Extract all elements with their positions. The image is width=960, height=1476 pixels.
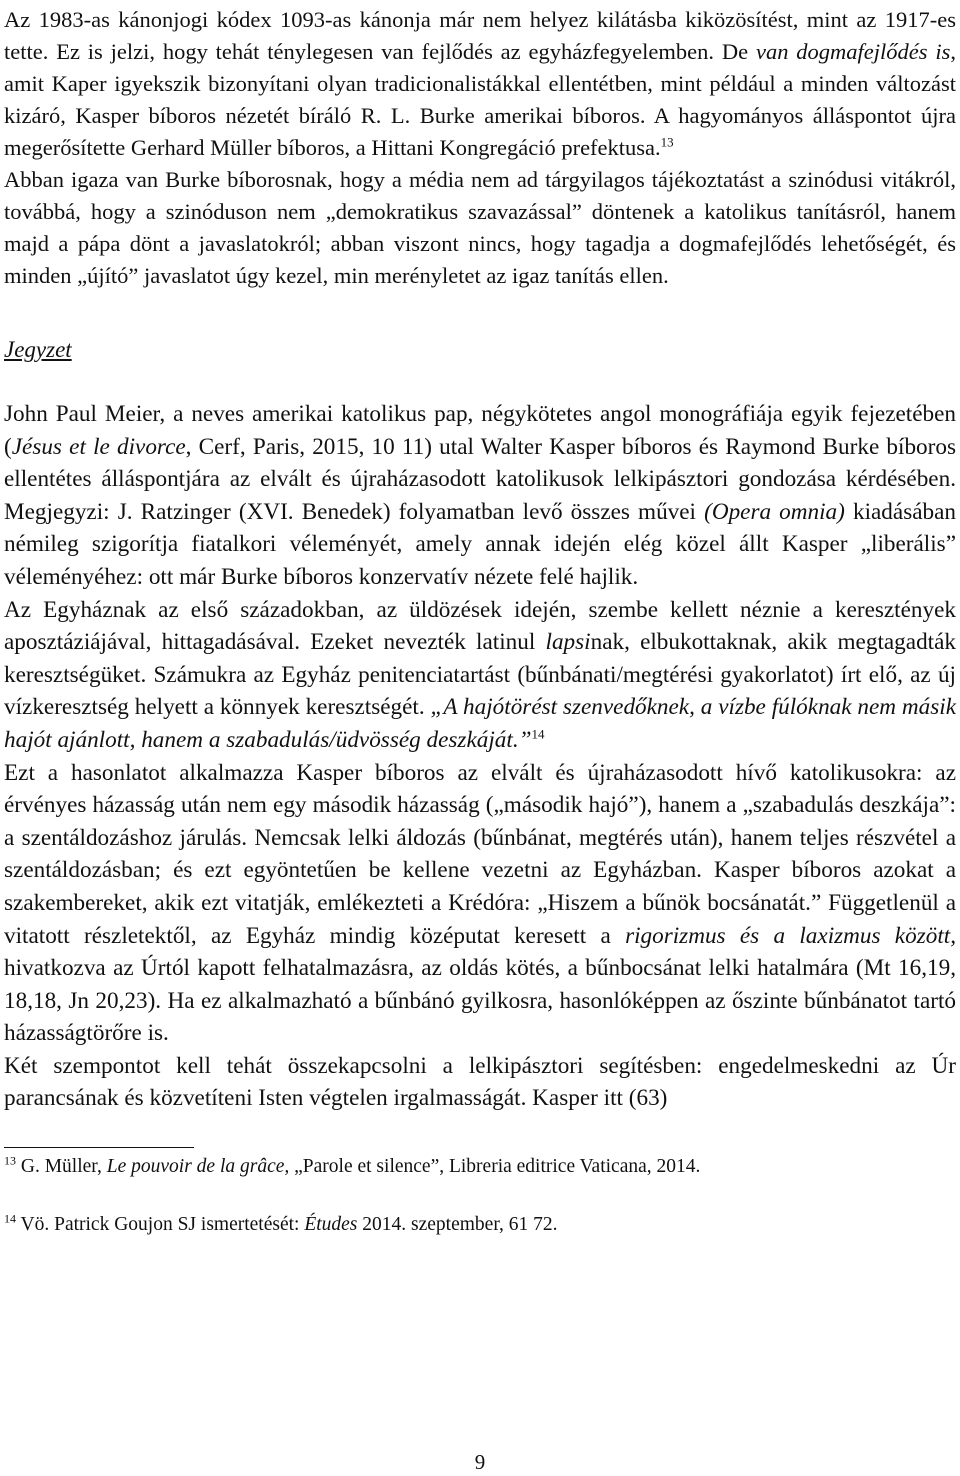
note-section xyxy=(4,398,956,1115)
text-run: „Parole et silence”, Libreria editrice Vaticana, 2014. xyxy=(289,1156,701,1178)
text-run: John Paul Meier, a neves amerikai katolikus pap, négykötetes angol monográfiája egyik fejezetében ( xyxy=(4,401,956,460)
footnote-13 xyxy=(4,1154,956,1180)
text-run: Az 1983-as kánonjogi kódex 1093-as kánonja már nem helyez kilátásba kiközösítést, mint az 1917-es tette. Ez is jelzi, hogy tehát ténylegesen van fejlődés az egyházfegyelemben. De xyxy=(4,7,956,64)
journal-title: Études xyxy=(304,1214,358,1236)
intro-section xyxy=(4,0,956,292)
text-run: 2014. szeptember, 61 72. xyxy=(357,1214,558,1236)
book-title: (Opera omnia) xyxy=(704,498,845,525)
book-title: Jésus et le divorce xyxy=(11,433,186,460)
footnote-ref-14[interactable]: 14 xyxy=(531,726,545,742)
intro-paragraph-2: Abban igaza van Burke bíborosnak, hogy a média nem ad tárgyilagos tájékoztatást a szinódusi vitákról, továbbá, hogy a szinóduson nem „demokratikus szavazással” döntenek a katolikus tanításról, hanem majd a pápa dönt a javaslatokról; abban viszont nincs, hogy tagadja a dogmafejlődés lehetőségét, és minden „újító” javaslatot úgy kezel, min merényletet az igaz tanítás ellen. xyxy=(4,167,956,288)
section-heading: Jegyzet xyxy=(4,337,72,362)
footnote-separator xyxy=(4,1147,194,1148)
footnote-14 xyxy=(4,1212,956,1238)
footnote-ref-13[interactable]: 13 xyxy=(660,134,674,150)
text-run: G. Müller, xyxy=(16,1156,107,1178)
text-run: , amit Kaper igyekszik bizonyítani olyan tradicionalistákkal ellentétben, mint például a minden változást kizáró, Kasper bíboros nézetét bíráló R. L. Burke amerikai bíboros. A hagyományos álláspontot újra megerősítette Gerhard Müller bíboros, a Hittani Kongregáció prefektusa. xyxy=(4,39,956,160)
text-run: , Cerf, Paris, 2015, 10 11) utal Walter Kasper bíboros és Raymond Burke bíboros ellentétes álláspontjára az elvált és újraházasodott katolikusok lelkipásztori gondozása kérdésében. Megjegyzi: J. Ratzinger (XVI. Benedek) folyamatban levő összes művei xyxy=(4,433,956,525)
text-run: hivatkozva az Úrtól kapott felhatalmazásra, az oldás kötés, a bűnbocsánat lelki hatalmára (Mt 16,19, 18,18, Jn 20,23). Ha ez alkalmazható a bűnbánó gyilkosra, hasonlóképpen az őszinte bűnbánatot tartó házasságtörőre is. xyxy=(4,955,956,1047)
note-paragraph-1 xyxy=(4,398,956,594)
quotation: „A hajótörést szenvedőknek, a vízbe fúlóknak nem másik hajót ajánlott, hanem a szabadulás/üdvösség deszkáját.” xyxy=(4,694,956,753)
page-number: 9 xyxy=(474,1450,486,1474)
footnote-number: 13 xyxy=(4,1153,16,1168)
note-paragraph-3 xyxy=(4,757,956,1050)
emphasis-text: van dogmafejlődés is xyxy=(755,39,951,64)
note-paragraph-2 xyxy=(4,594,956,757)
latin-term: lapsi xyxy=(545,629,591,656)
text-run: kiadásában némileg szigorítja fiatalkori véleményét, amely annak idején elég közel állt Kasper „liberális” véleményéhez: ott már Burke bíboros konzervatív nézete felé hajlik. xyxy=(4,498,956,590)
footnotes xyxy=(4,1154,956,1238)
note-paragraph-4: Két szempontot kell tehát összekapcsolni a lelkipásztori segítésben: engedelmeskedni az Úr parancsának és közvetíteni Isten végtelen irgalmasságát. Kasper itt (63) xyxy=(4,1052,956,1112)
emphasis-text: rigorizmus és a laxizmus között, xyxy=(625,922,956,949)
footnote-number: 14 xyxy=(4,1211,16,1226)
book-title: Le pouvoir de la grâce, xyxy=(106,1156,290,1178)
intro-paragraph-1 xyxy=(4,4,956,164)
text-run: Az Egyháznak az első századokban, az üldözések idején, szembe kellett néznie a keresztények aposztáziájával, hittagadásával. Ezeket nevezték latinul xyxy=(4,596,956,656)
text-run: nak, elbukottaknak, akik megtagadták keresztségüket. Számukra az Egyház penitenciatartást (bűnbánati/megtérési gyakorlatot) írt elő, az új vízkeresztség helyett a könnyek keresztségét. xyxy=(4,629,956,721)
text-run: Ezt a hasonlatot alkalmazza Kasper bíboros az elvált és újraházasodott hívő katolikusokra: az érvényes házasság után nem egy második házasság („második hajó”), hanem a „szabadulás deszkája”: a szentáldozáshoz járulás. Nemcsak lelki áldozás (bűnbánat, megtérés után), hanem teljes részvétel a szentáldozásban; és ezt egyöntetűen be kellene vezetni az Egyházban. Kasper bíboros azokat a szakembereket, akik ezt vitatják, emlékezteti a Krédóra: „Hiszem a bűnök bocsánatát.” Függetlenül a vitatott részletektől, az Egyház mindig középutat keresett a xyxy=(4,759,956,949)
text-run: Vö. Patrick Goujon SJ ismertetését: xyxy=(16,1214,305,1236)
